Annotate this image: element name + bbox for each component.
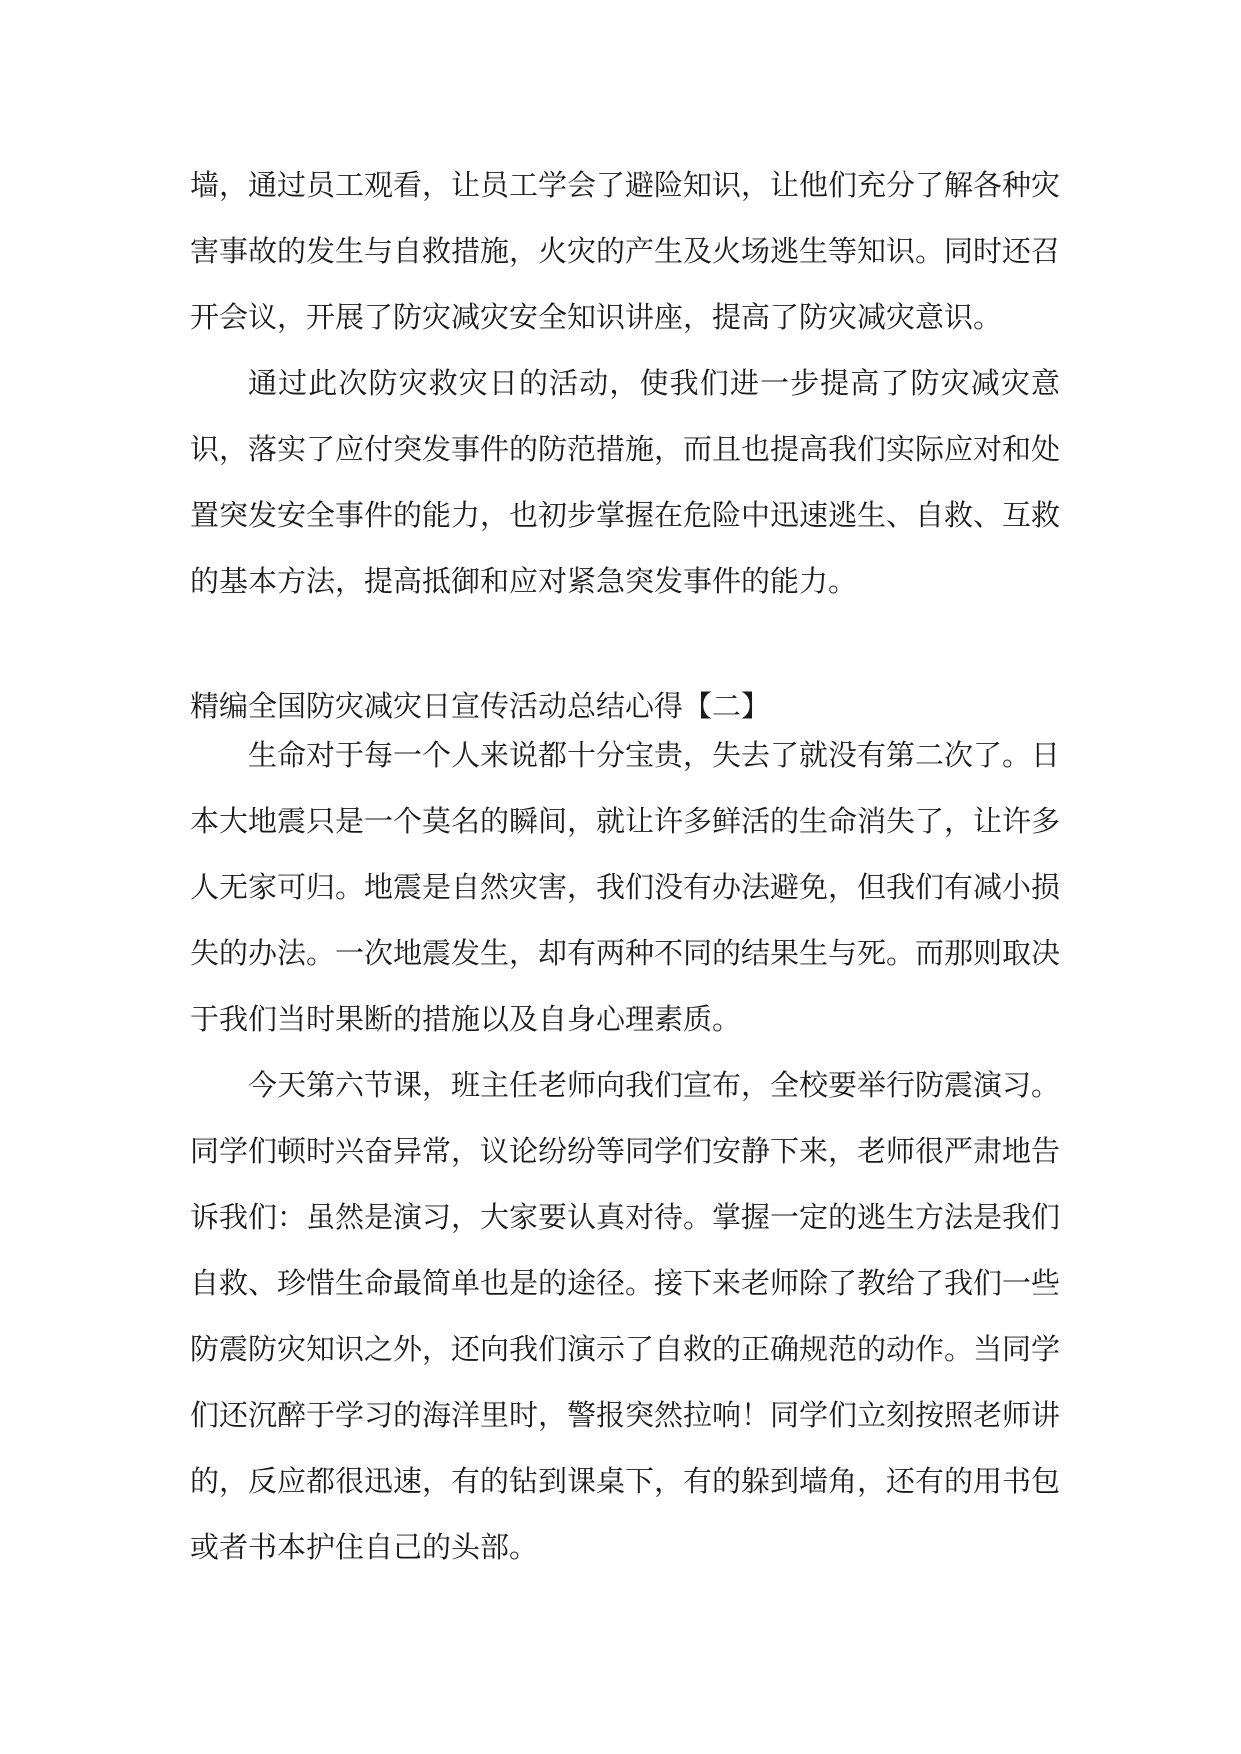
section-heading: 精编全国防灾减灾日宣传活动总结心得【二】 — [190, 689, 771, 723]
body-paragraph-life: 生命对于每一个人来说都十分宝贵，失去了就没有第二次了。日本大地震只是一个莫名的瞬间，就让许多鲜活的生命消失了，让许多人无家可归。地震是自然灾害，我们没有办法避免，但我们有减小损失的办法。一次地震发生，却有两种不同的结果生与死。而那则取决于我们当时果断的措施以及自身心理素质。 — [190, 738, 1061, 1036]
body-paragraph-continued: 墙，通过员工观看，让员工学会了避险知识，让他们充分了解各种灾害事故的发生与自救措施，火灾的产生及火场逃生等知识。同时还召开会议，开展了防灾减灾安全知识讲座，提高了防灾减灾意识。 — [190, 168, 1061, 334]
body-paragraph-summary: 通过此次防灾救灾日的活动，使我们进一步提高了防灾减灾意识，落实了应付突发事件的防范措施，而且也提高我们实际应对和处置突发安全事件的能力，也初步掌握在危险中迅速逃生、自救、互救的基本方法，提高抵御和应对紧急突发事件的能力。 — [190, 366, 1061, 598]
body-paragraph-drill: 今天第六节课，班主任老师向我们宣布，全校要举行防震演习。同学们顿时兴奋异常，议论纷纷等同学们安静下来，老师很严肃地告诉我们：虽然是演习，大家要认真对待。掌握一定的逃生方法是我们自救、珍惜生命最简单也是的途径。接下来老师除了教给了我们一些防震防灾知识之外，还向我们演示了自救的正确规范的动作。当同学们还沉醉于学习的海洋里时，警报突然拉响！同学们立刻按照老师讲的，反应都很迅速，有的钻到课桌下，有的躲到墙角，还有的用书包或者书本护住自己的头部。 — [190, 1068, 1061, 1564]
